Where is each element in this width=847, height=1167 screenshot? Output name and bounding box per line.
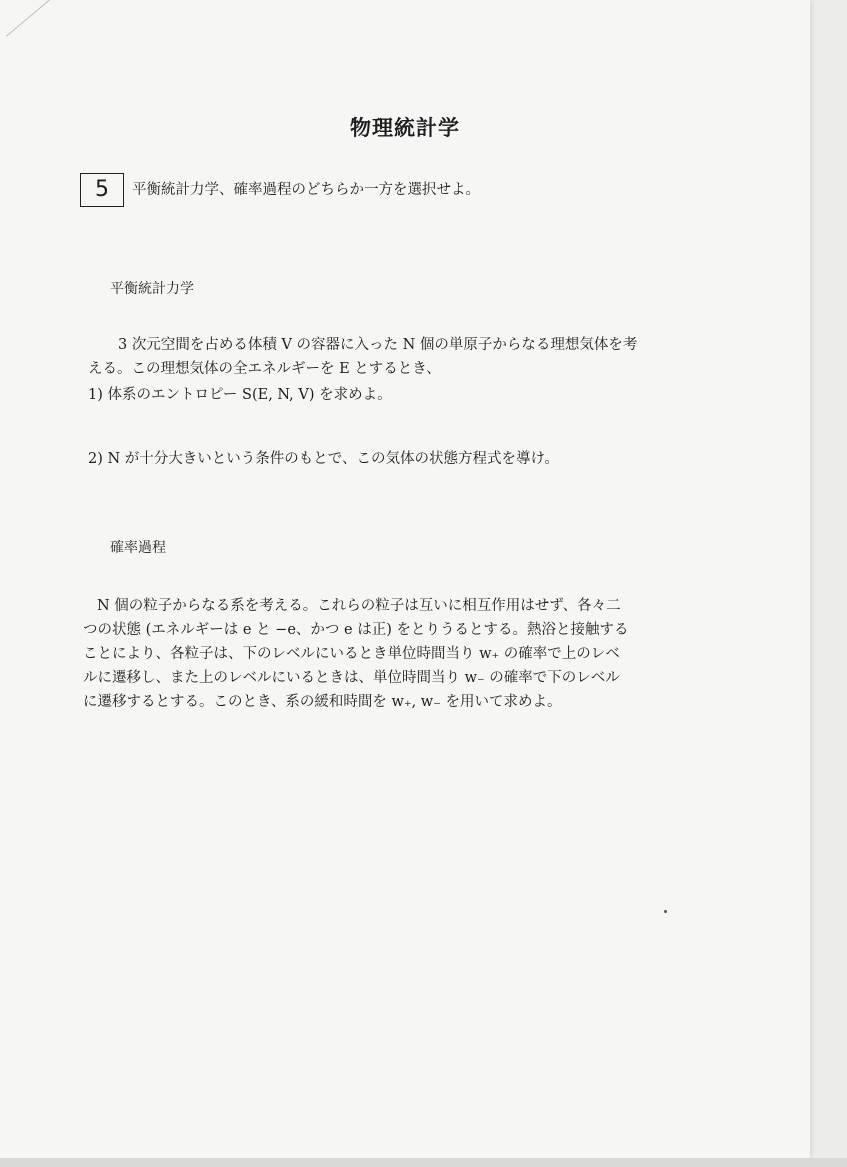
equilibrium-intro-line-2: える。この理想気体の全エネルギーを E とするとき、 [88,361,441,377]
section-heading-equilibrium: 平衡統計力学 [110,281,194,297]
section-heading-stochastic: 確率過程 [110,540,166,556]
stochastic-line-2: つの状態 (エネルギーは e と −e、かつ e は正) をとりうるとする。熱浴と接触する [83,622,629,638]
stochastic-paragraph [83,594,628,714]
scan-bottom-edge [0,1158,847,1167]
stochastic-line-5: に遷移するとする。このとき、系の緩和時間を w₊, w₋ を用いて求めよ。 [83,694,562,710]
scan-speck [664,910,667,913]
stochastic-line-1: N 個の粒子からなる系を考える。これらの粒子は互いに相互作用はせず、各々二 [97,598,621,614]
equilibrium-intro-line-1: 3 次元空間を占める体積 V の容器に入った N 個の単原子からなる理想気体を考 [118,337,638,353]
problem-number-box: 5 [80,173,124,207]
question-2: 2) N が十分大きいという条件のもとで、この気体の状態方程式を導け。 [88,451,559,467]
stochastic-line-4: ルに遷移し、また上のレベルにいるときは、単位時間当り w₋ の確率で下のレベル [83,670,620,686]
question-1: 1) 体系のエントロピー S(E, N, V) を求めよ。 [88,387,392,403]
scan-corner-mark [6,0,53,37]
equilibrium-intro [88,333,637,381]
page-title: 物理統計学 [350,115,460,140]
problem-statement: 平衡統計力学、確率過程のどちらか一方を選択せよ。 [132,182,480,198]
stochastic-line-3: ことにより、各粒子は、下のレベルにいるとき単位時間当り w₊ の確率で上のレベ [83,646,620,662]
